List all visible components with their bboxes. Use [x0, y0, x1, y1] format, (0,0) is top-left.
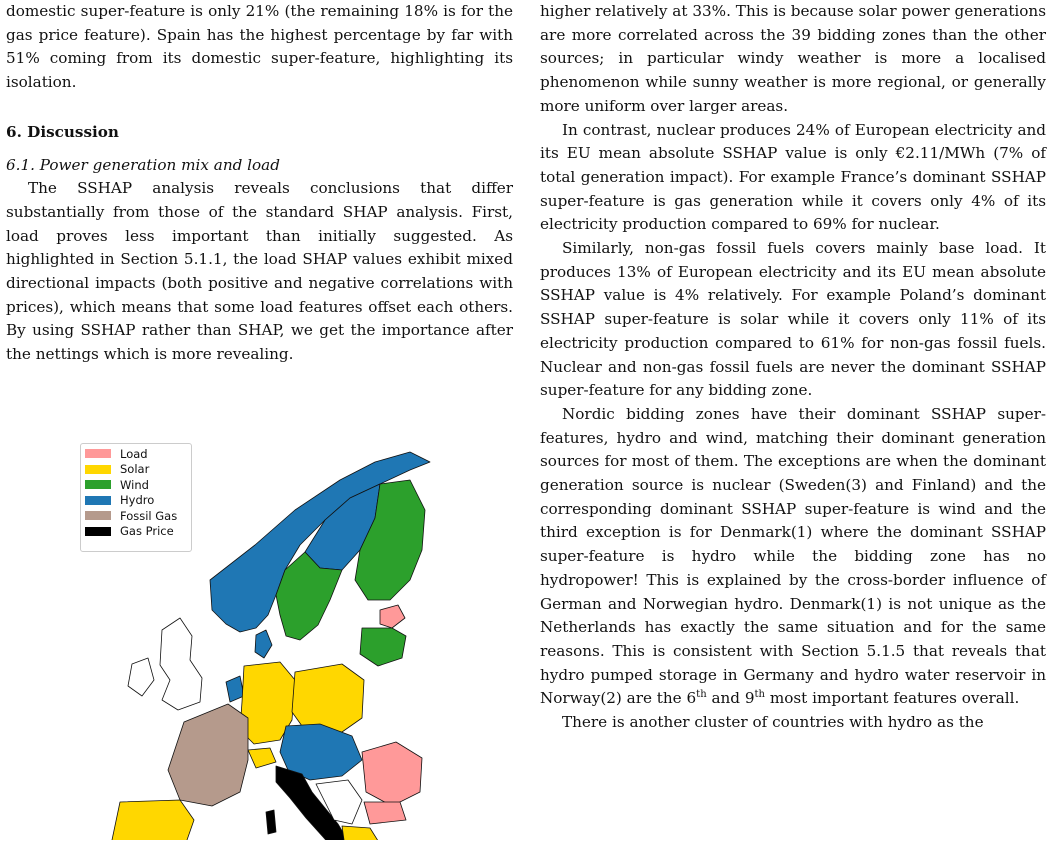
legend-label: Fossil Gas	[120, 508, 178, 523]
legend-label: Load	[120, 446, 148, 461]
legend-swatch	[85, 449, 111, 458]
legend-swatch	[85, 480, 111, 489]
region-ireland	[128, 658, 154, 696]
region-estonia	[380, 605, 405, 628]
and-text: and	[706, 689, 745, 708]
subsection-heading: 6.1. Power generation mix and load	[6, 155, 280, 174]
discussion-paragraph-1: The SSHAP analysis reveals conclusions that differ substantially from those of the standard SHAP analysis. First, load proves less important than initially suggested. As highlighted in Section 5.1.1, the load SHAP values exhibit mixed directional impacts (both positive and negative correlations with prices), which means that some load features offset each others. By using SSHAP rather than SHAP, we get the importance after the nettings which is more revealing.	[6, 179, 513, 364]
legend-item-wind	[85, 477, 187, 493]
legend-label: Solar	[120, 462, 150, 477]
right-paragraph-0: higher relatively at 33%. This is because solar power generations are more correlated across the 39 bidding zones than the other sources; in particular windy weather is more a localised phenomenon while sunny weather is more regional, or generally more uniform over larger areas.	[540, 2, 1046, 115]
region-poland	[292, 664, 364, 732]
region-uk	[160, 618, 202, 710]
region-greece	[342, 826, 380, 840]
legend-label: Gas Price	[120, 524, 174, 539]
intro-paragraph: domestic super-feature is only 21% (the remaining 18% is for the gas price feature). Spain has the highest percentage by far with 51% coming from its domestic super-feature, highlighting its isolation.	[6, 2, 513, 92]
legend-item-fossil-gas	[85, 508, 187, 524]
region-iberia	[112, 800, 194, 840]
left-column	[6, 0, 513, 367]
legend-swatch	[85, 465, 111, 474]
legend-swatch	[85, 511, 111, 520]
right-paragraph-cluster: There is another cluster of countries with hydro as the	[562, 713, 984, 732]
right-column	[540, 0, 1046, 735]
ordinal-6: 6	[686, 689, 697, 708]
legend-swatch	[85, 527, 111, 536]
legend-item-solar	[85, 462, 187, 478]
superscript-th: th	[754, 689, 765, 701]
right-paragraph-fossil: Similarly, non-gas fossil fuels covers mainly base load. It produces 13% of European electricity and its EU mean absolute SSHAP value is 4% relatively. For example Poland’s dominant SSHAP super-feature is solar while it covers only 11% of its electricity production compared to 61% for non-gas fossil fuels. Nuclear and non-gas fossil fuels are never the dominant SSHAP super-feature for any bidding zone.	[540, 239, 1046, 400]
legend-item-hydro	[85, 493, 187, 509]
region-netherlands	[226, 676, 244, 702]
legend-item-gas-price	[85, 524, 187, 540]
nordic-end: most important features overall.	[765, 689, 1020, 708]
region-latvia-lithuania	[360, 628, 406, 666]
legend-item-load	[85, 446, 187, 462]
nordic-text: Nordic bidding zones have their dominant SSHAP super-features, hydro and wind, matching their dominant generation sources for most of them. The exceptions are when the dominant generation source is nuclear (Sweden(3) and Finland) and the corresponding dominant SSHAP super-feature is wind and the third exception is for Denmark(1) where the dominant SSHAP super-feature is hydro while the bidding zone has no hydropower! This is explained by the cross-border influence of German and Norwegian hydro. Denmark(1) is not unique as the Netherlands has exactly the same situation and for the same reasons. This is consistent with Section 5.1.5 that reveals that hydro pumped storage in Germany and hydro water reservoir in Norway(2) are the	[540, 404, 1046, 708]
map-legend	[80, 443, 192, 552]
superscript-th: th	[696, 689, 707, 701]
region-denmark	[255, 630, 272, 658]
region-sardinia	[266, 810, 276, 834]
legend-swatch	[85, 496, 111, 505]
right-paragraph-nuclear: In contrast, nuclear produces 24% of European electricity and its EU mean absolute SSHAP value is only €2.11/MWh (7% of total generation impact). For example France’s dominant SSHAP super-feature is gas generation while it covers only 4% of its electricity production compared to 69% for nuclear.	[540, 120, 1046, 234]
region-romania	[362, 742, 422, 806]
region-switzerland	[248, 748, 276, 768]
legend-label: Hydro	[120, 493, 155, 508]
legend-label: Wind	[120, 477, 149, 492]
section-heading: 6. Discussion	[6, 122, 119, 141]
region-france	[168, 704, 248, 806]
ordinal-9: 9	[744, 689, 755, 708]
region-bulgaria	[364, 802, 406, 824]
right-paragraph-nordic	[540, 403, 1046, 711]
